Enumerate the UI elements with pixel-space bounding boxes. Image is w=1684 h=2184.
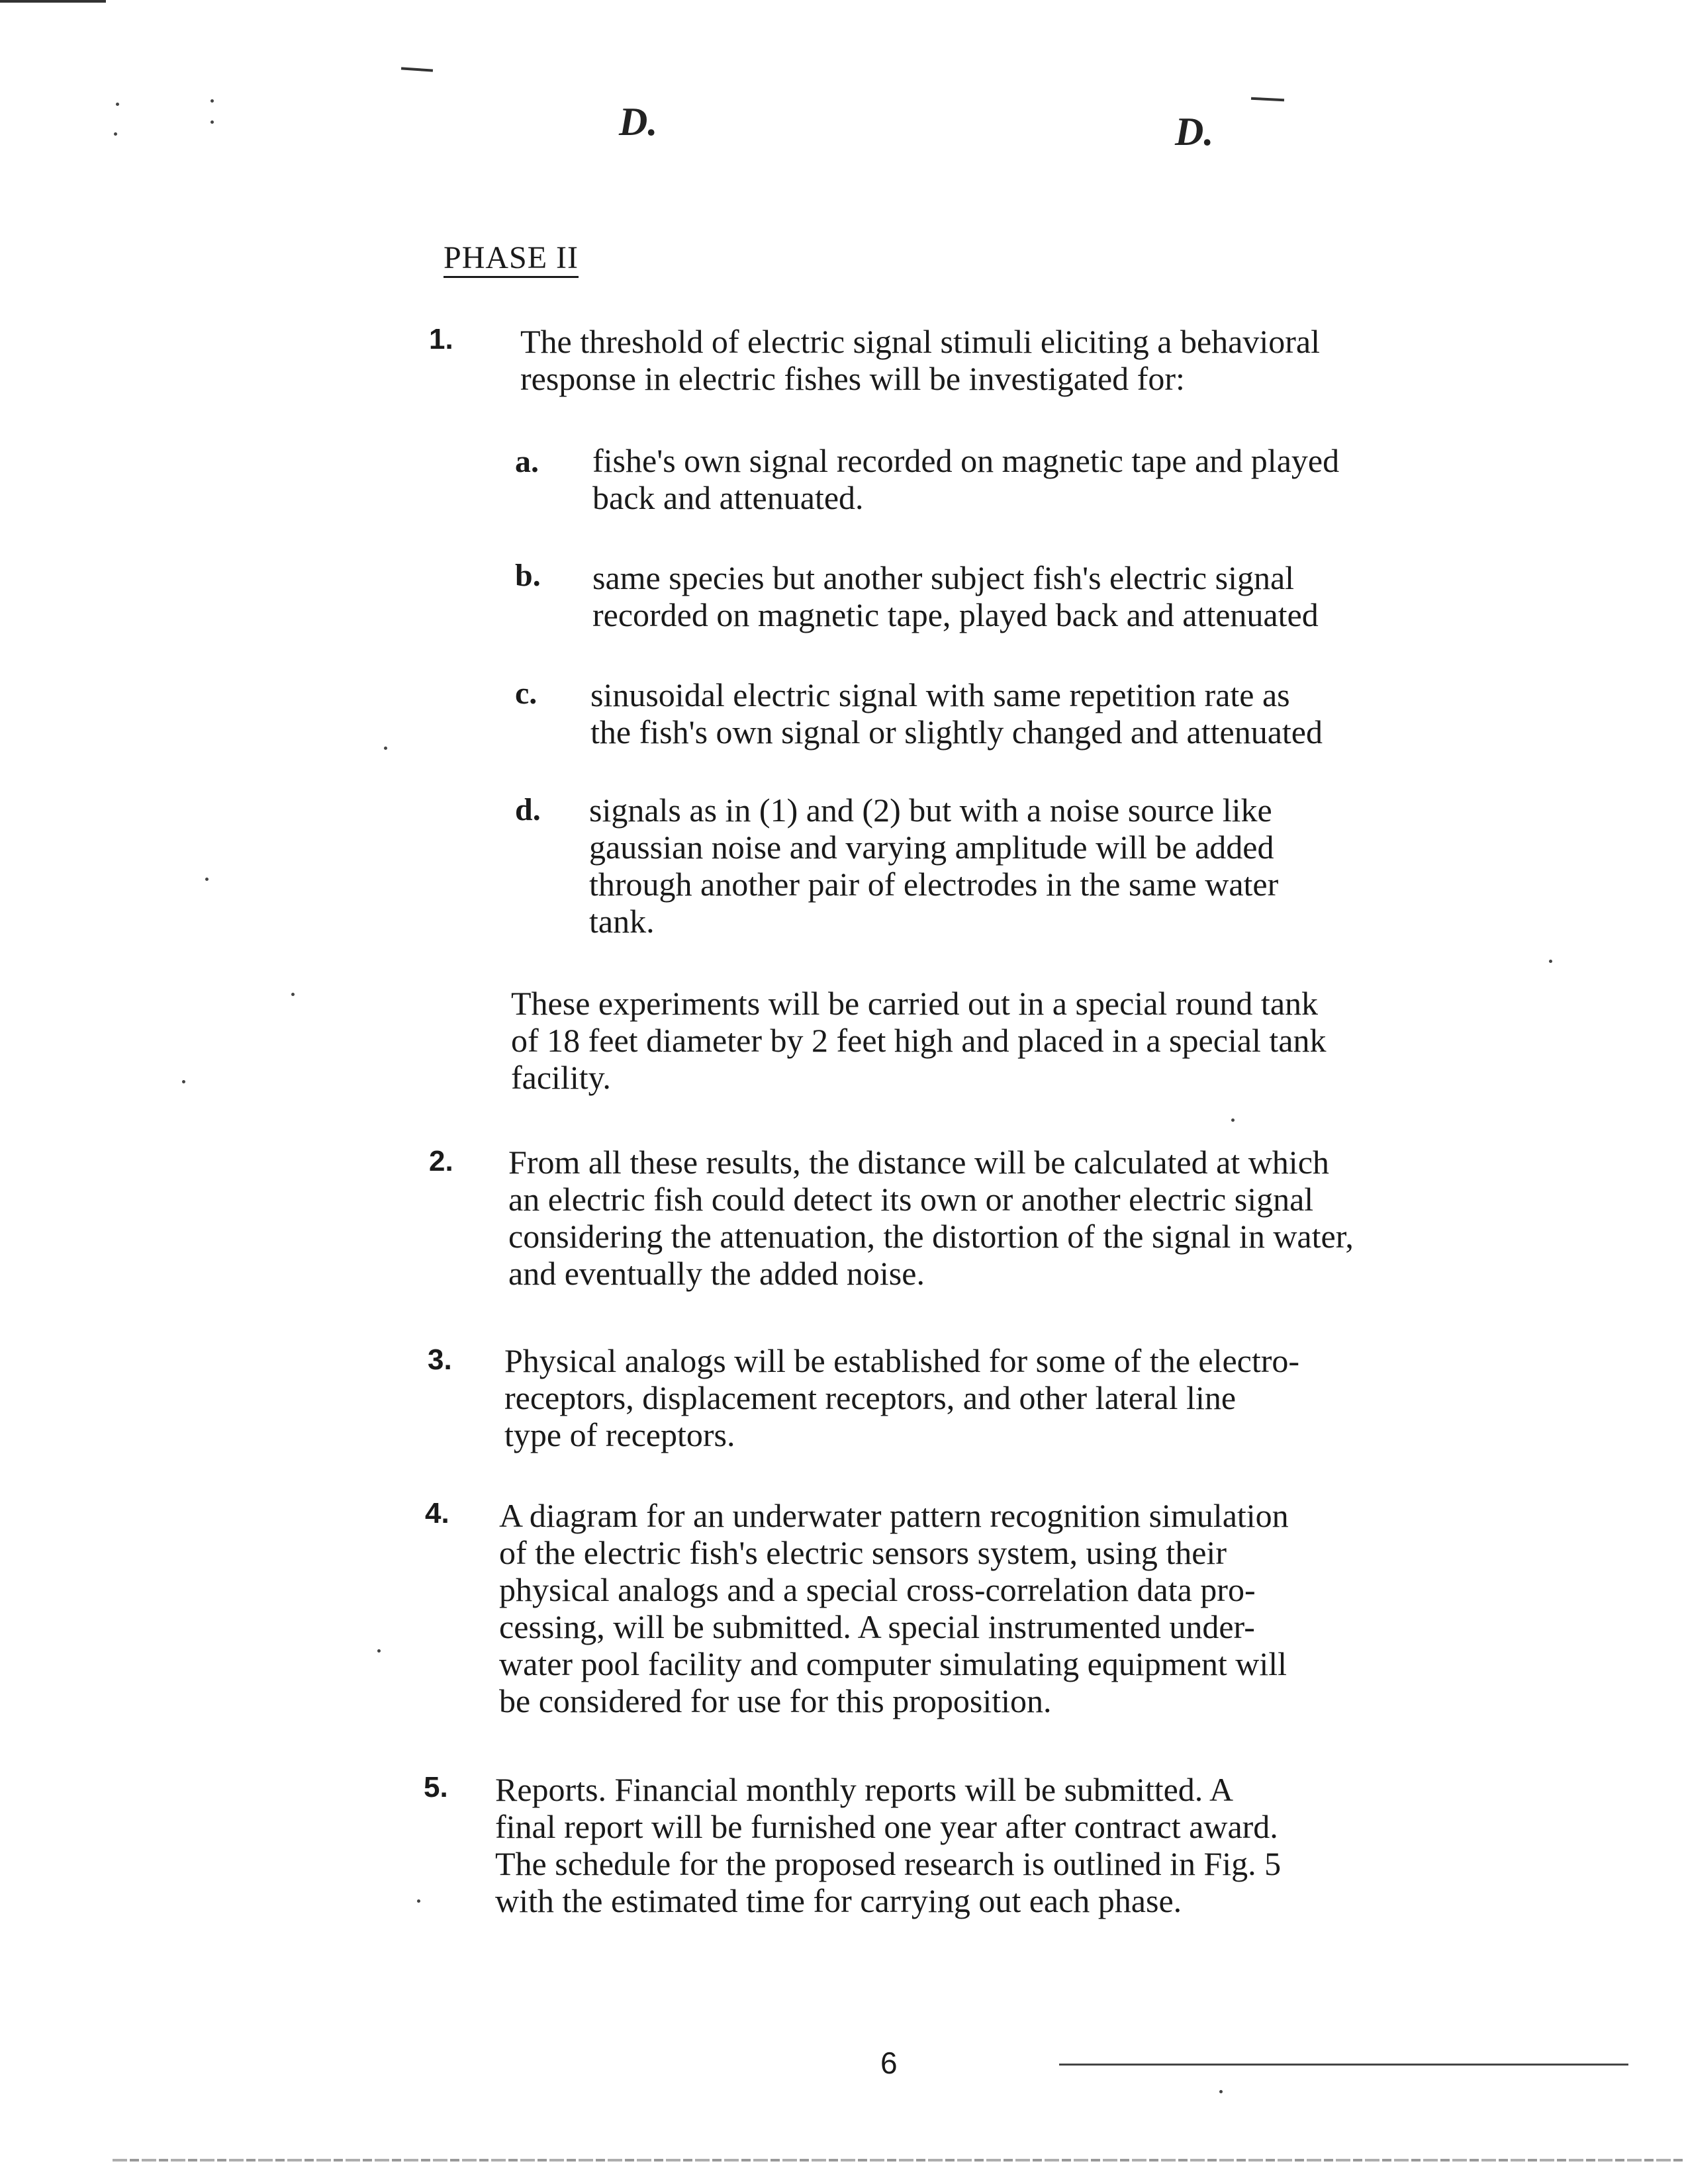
scan-speck	[205, 878, 209, 881]
item-number: 4.	[425, 1497, 449, 1529]
stray-mark	[1251, 97, 1284, 102]
item-number: 2.	[429, 1145, 453, 1177]
handwritten-mark-right: D.	[1175, 110, 1214, 154]
subitem-letter: c.	[515, 676, 538, 711]
stray-mark	[401, 67, 433, 71]
item-text: The threshold of electric signal stimuli eliciting a behavioral response in electric fishes will be investigated for:	[520, 323, 1320, 397]
scan-speck	[291, 993, 295, 996]
scan-speck	[114, 132, 117, 136]
subitem-letter: d.	[515, 792, 541, 827]
item-text: Reports. Financial monthly reports will be submitted. A final report will be furnished one year after contract award. The schedule for the proposed research is outlined in Fig. 5 with the estimated time for carrying out each phase.	[495, 1771, 1282, 1919]
section-heading: PHASE II	[444, 240, 579, 275]
subitem-text: sinusoidal electric signal with same repetition rate as the fish's own signal or slightly changed and attenuated	[590, 676, 1323, 751]
scan-speck	[210, 99, 214, 103]
scan-speck	[384, 747, 387, 750]
item-text: Physical analogs will be established for some of the electro- receptors, displacement receptors, and other lateral line type of receptors.	[504, 1342, 1300, 1453]
scan-speck	[1231, 1118, 1235, 1122]
footer-rule	[1059, 2064, 1628, 2066]
scan-speck	[1549, 960, 1552, 963]
item-text: A diagram for an underwater pattern recognition simulation of the electric fish's electric sensors system, using their physical analogs and a special cross-correlation data pro- cessing, will be submitted. A special instrumented under- water pool facility and computer simulating equipment will be considered for use for this proposition.	[499, 1497, 1289, 1719]
subitem-letter: a.	[515, 444, 539, 479]
item-number: 1.	[429, 323, 453, 355]
subitem-letter: b.	[515, 558, 541, 593]
page-number: 6	[880, 2046, 898, 2080]
scan-speck	[417, 1899, 420, 1903]
scan-speck	[210, 120, 214, 124]
item-number: 5.	[424, 1771, 448, 1803]
handwritten-mark-left: D.	[619, 100, 658, 144]
item-closing-paragraph: These experiments will be carried out in a special round tank of 18 feet diameter by 2 feet high and placed in a special tank facility.	[511, 985, 1327, 1096]
subitem-text: same species but another subject fish's electric signal recorded on magnetic tape, played back and attenuated	[592, 559, 1319, 633]
scan-speck	[1219, 2090, 1223, 2093]
top-edge-rule	[0, 0, 106, 3]
subitem-text: fishe's own signal recorded on magnetic tape and played back and attenuated.	[592, 442, 1340, 516]
scan-speck	[182, 1080, 185, 1083]
subitem-text: signals as in (1) and (2) but with a noise source like gaussian noise and varying amplitude will be added through another pair of electrodes in the same water tank.	[589, 792, 1279, 940]
item-text: From all these results, the distance will be calculated at which an electric fish could detect its own or another electric signal considering the attenuation, the distortion of the signal in water, and eventually the added noise.	[508, 1144, 1354, 1292]
item-number: 3.	[428, 1343, 452, 1376]
scan-speck	[377, 1649, 381, 1653]
bottom-edge-rule	[113, 2159, 1684, 2161]
scan-speck	[116, 103, 119, 106]
